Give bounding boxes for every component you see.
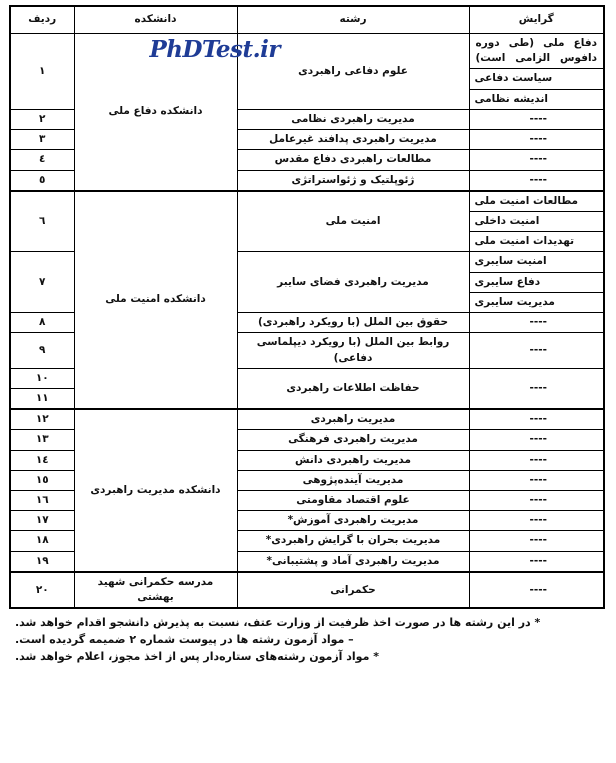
table-row [10, 191, 604, 212]
rishteh-cell: حکمرانی [237, 572, 469, 608]
column-header-gerayesh: گرایش [469, 6, 604, 34]
gerayesh-empty: ---- [469, 130, 604, 150]
radif-cell: ٩ [10, 333, 74, 368]
rishteh-cell: امنیت ملی [237, 191, 469, 252]
gerayesh-cell: دفاع ملی (طی دوره دافوس الزامی است) [469, 34, 604, 69]
gerayesh-cell: مدیریت سایبری [469, 292, 604, 312]
gerayesh-cell: امنیت داخلی [469, 211, 604, 231]
gerayesh-cell: مطالعات امنیت ملی [469, 191, 604, 212]
gerayesh-cell: سیاست دفاعی [469, 69, 604, 89]
gerayesh-empty: ---- [469, 409, 604, 430]
column-header-rishteh: رشته [237, 6, 469, 34]
rishteh-cell: علوم دفاعی راهبردی [237, 34, 469, 110]
radif-cell: ١٠ [10, 368, 74, 388]
table-row [10, 572, 604, 608]
radif-cell: ١٧ [10, 511, 74, 531]
gerayesh-empty: ---- [469, 491, 604, 511]
daneshkadeh-cell: دانشکده دفاع ملی [74, 34, 237, 191]
rishteh-cell: مدیریت راهبردی [237, 409, 469, 430]
rishteh-cell: مدیریت راهبردی دانش [237, 450, 469, 470]
rishteh-cell: مدیریت راهبردی نظامی [237, 109, 469, 129]
gerayesh-cell: اندیشه نظامی [469, 89, 604, 109]
radif-cell: ١٦ [10, 491, 74, 511]
footer-note: – مواد آزمون رشته ها در پیوست شماره ٢ ضمیمه گردیده است. [15, 633, 354, 647]
gerayesh-empty: ---- [469, 470, 604, 490]
rishteh-cell: حقوق بین الملل (با رویکرد راهبردی) [237, 313, 469, 333]
rishteh-cell: مدیریت راهبردی آموزش* [237, 511, 469, 531]
footer-note: * مواد آزمون رشته‌های ستاره‌دار پس از اخذ مجوز، اعلام خواهد شد. [15, 650, 379, 664]
radif-cell: ٦ [10, 191, 74, 252]
gerayesh-empty: ---- [469, 170, 604, 191]
rishteh-cell: روابط بین الملل (با رویکرد دیپلماسی دفاعی) [237, 333, 469, 368]
radif-cell: ١٤ [10, 450, 74, 470]
rishteh-cell: مدیریت راهبردی فرهنگی [237, 430, 469, 450]
radif-cell: ١٥ [10, 470, 74, 490]
rishteh-cell: حفاظت اطلاعات راهبردی [237, 368, 469, 409]
column-header-daneshkadeh: دانشکده [74, 6, 237, 34]
gerayesh-empty: ---- [469, 430, 604, 450]
radif-cell: ١٩ [10, 551, 74, 572]
daneshkadeh-cell: مدرسه حکمرانی شهید بهشتی [74, 572, 237, 608]
column-header-radif: ردیف [10, 6, 74, 34]
gerayesh-empty: ---- [469, 313, 604, 333]
radif-cell: ١٨ [10, 531, 74, 551]
radif-cell: ١٣ [10, 430, 74, 450]
rishteh-cell: مطالعات راهبردی دفاع مقدس [237, 150, 469, 170]
table-row [10, 409, 604, 430]
table-body [10, 34, 604, 609]
gerayesh-cell: تهدیدات امنیت ملی [469, 232, 604, 252]
radif-cell: ٢ [10, 109, 74, 129]
daneshkadeh-cell: دانشکده امنیت ملی [74, 191, 237, 409]
gerayesh-empty: ---- [469, 572, 604, 608]
gerayesh-empty: ---- [469, 333, 604, 368]
radif-cell: ١٢ [10, 409, 74, 430]
radif-cell: ٥ [10, 170, 74, 191]
rishteh-cell: مدیریت آینده‌پژوهی [237, 470, 469, 490]
gerayesh-empty: ---- [469, 551, 604, 572]
gerayesh-cell: دفاع سایبری [469, 272, 604, 292]
table-row [10, 34, 604, 69]
gerayesh-empty: ---- [469, 368, 604, 409]
rishteh-cell: مدیریت بحران با گرایش راهبردی* [237, 531, 469, 551]
radif-cell: ١١ [10, 388, 74, 409]
radif-cell: ١ [10, 34, 74, 110]
gerayesh-empty: ---- [469, 511, 604, 531]
daneshkadeh-cell: دانشکده مدیریت راهبردی [74, 409, 237, 572]
gerayesh-empty: ---- [469, 109, 604, 129]
gerayesh-empty: ---- [469, 450, 604, 470]
footer-notes [11, 614, 605, 665]
rishteh-cell: مدیریت راهبردی پدافند غیرعامل [237, 130, 469, 150]
radif-cell: ٣ [10, 130, 74, 150]
radif-cell: ٨ [10, 313, 74, 333]
footer-note: * در این رشته ها در صورت اخذ ظرفیت از وزارت عتف، نسبت به پذیرش دانشجو اقدام خواهد شد. [15, 616, 541, 630]
rishteh-cell: علوم اقتصاد مقاومتی [237, 491, 469, 511]
gerayesh-empty: ---- [469, 150, 604, 170]
header-row [10, 6, 604, 34]
gerayesh-empty: ---- [469, 531, 604, 551]
rishteh-cell: مدیریت راهبردی فضای سایبر [237, 252, 469, 313]
rishteh-cell: مدیریت راهبردی آماد و پشتیبانی* [237, 551, 469, 572]
admissions-table [9, 5, 605, 609]
radif-cell: ٤ [10, 150, 74, 170]
phdtest-watermark: PhDTest.ir [149, 36, 280, 63]
table-header [10, 6, 604, 34]
gerayesh-cell: امنیت سایبری [469, 252, 604, 272]
rishteh-cell: ژئوپلتیک و ژئواستراتژی [237, 170, 469, 191]
radif-cell: ٧ [10, 252, 74, 313]
radif-cell: ٢٠ [10, 572, 74, 608]
